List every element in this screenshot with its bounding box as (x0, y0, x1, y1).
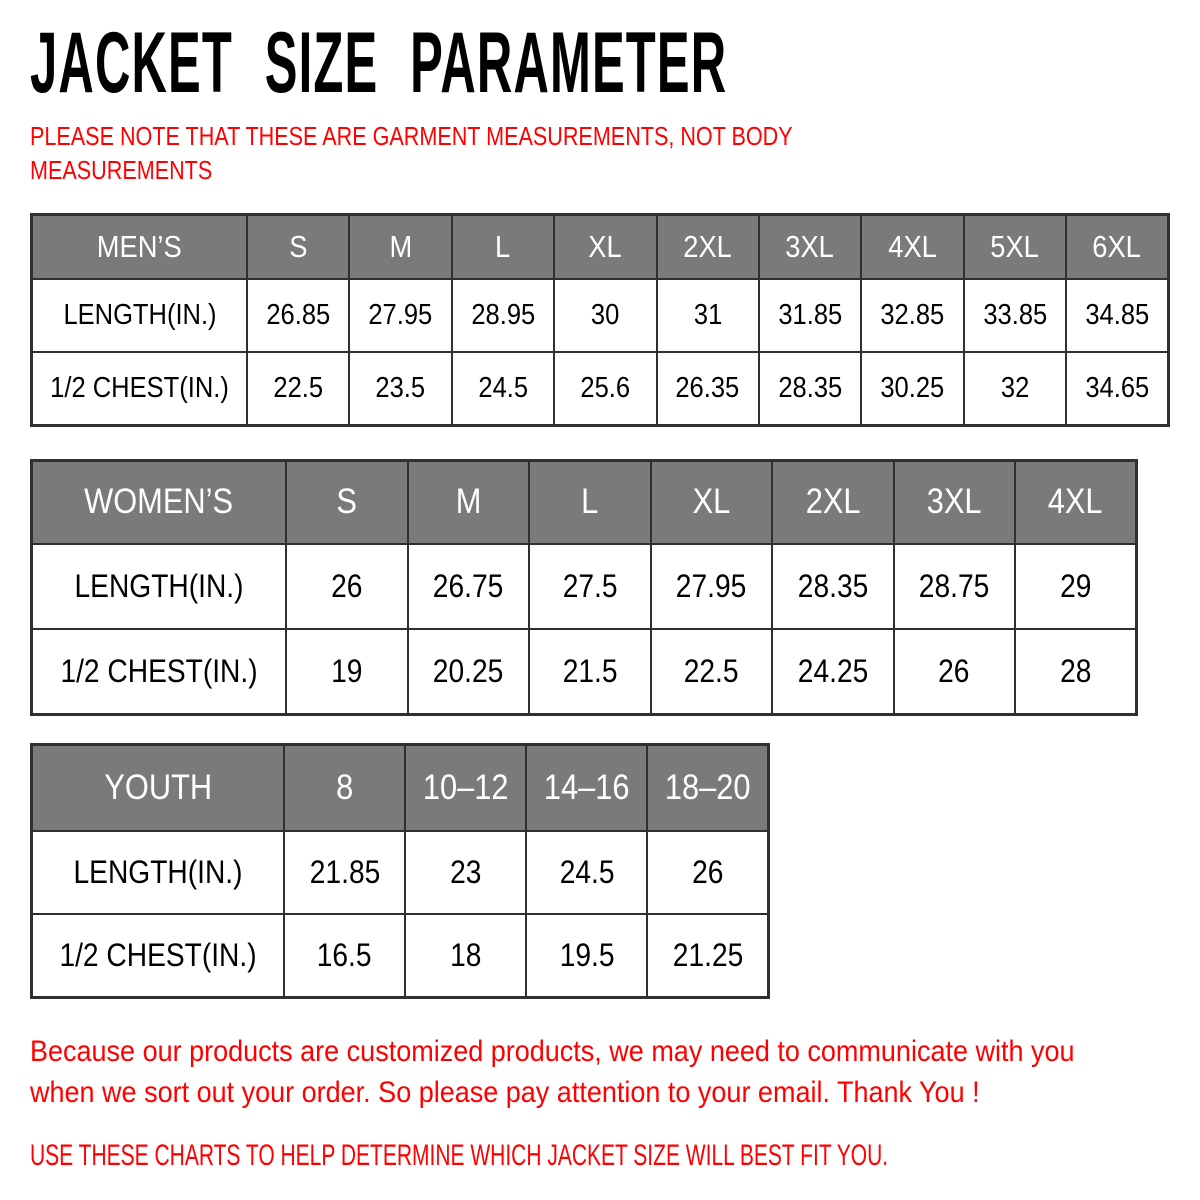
size-column-header-text: 14–16 (543, 767, 630, 807)
size-column-header-text: L (581, 482, 599, 522)
size-column-header (526, 744, 647, 831)
measurement-value-text: 33.85 (982, 298, 1047, 331)
measurement-value (554, 352, 656, 426)
measurement-value (647, 914, 768, 998)
measurement-value (349, 279, 451, 352)
measurement-value (349, 352, 451, 426)
measurement-value (1066, 279, 1169, 352)
measurement-value-text: 26.35 (675, 371, 740, 404)
measurement-value-text: 30.25 (880, 371, 945, 404)
size-column-header-text: 6XL (1092, 228, 1142, 264)
table-row (32, 629, 1137, 715)
measurement-value (286, 544, 408, 629)
measurement-value (647, 831, 768, 914)
note-line-1: PLEASE NOTE THAT THESE ARE GARMENT MEASUREMENTS, NOT BODY (30, 121, 793, 151)
size-column-header (964, 214, 1066, 279)
size-column-header (405, 744, 526, 831)
size-table-title-mens-text: MEN’S (97, 228, 182, 264)
size-table-title-youth (32, 744, 285, 831)
measurement-value-text: 34.85 (1085, 298, 1149, 331)
size-column-header (647, 744, 768, 831)
measurement-value (894, 629, 1016, 715)
size-column-header-text: 4XL (1048, 482, 1103, 522)
size-column-header (651, 460, 773, 544)
measurement-value-text: 28.35 (778, 371, 842, 404)
custom-order-note-line-1: Because our products are customized products, we may need to communicate with you (30, 1034, 1075, 1068)
measurement-value (1015, 544, 1137, 629)
size-column-header (286, 460, 408, 544)
measurement-value (964, 279, 1066, 352)
size-column-header (1015, 460, 1137, 544)
table-row (32, 914, 769, 998)
size-column-header-text: M (389, 228, 412, 264)
measurement-value (1015, 629, 1137, 715)
measurement-value-text: 21.5 (562, 652, 618, 689)
measurement-value-text: 31.85 (778, 298, 842, 331)
measurement-value-text: 27.95 (676, 567, 747, 604)
measurement-value-text: 22.5 (683, 652, 739, 689)
measurement-value (247, 352, 349, 426)
size-table-womens (30, 459, 1138, 716)
measurement-value (284, 831, 405, 914)
measurement-value (405, 914, 526, 998)
size-table-title-mens (32, 214, 248, 279)
size-column-header-text: 2XL (683, 228, 732, 264)
measurement-value-text: 19 (331, 652, 363, 689)
measurement-value (861, 352, 963, 426)
measurement-value (452, 279, 554, 352)
measurement-value-text: 26.75 (433, 567, 504, 604)
measurement-value (529, 544, 651, 629)
size-column-header-text: S (336, 482, 358, 522)
measurement-value (408, 544, 530, 629)
size-column-header (284, 744, 405, 831)
measurement-value (408, 629, 530, 715)
size-column-header-text: 4XL (888, 228, 937, 264)
size-column-header-text: XL (692, 482, 731, 522)
custom-order-note-line-2: when we sort out your order. So please pay attention to your email. Thank You ! (30, 1075, 980, 1109)
size-column-header (861, 214, 963, 279)
measurement-value-text: 32.85 (880, 298, 945, 331)
measurement-row-label (32, 544, 287, 629)
measurement-value (861, 279, 963, 352)
size-table-title-youth-text: YOUTH (104, 767, 212, 807)
measurement-value-text: 31 (693, 298, 722, 331)
size-column-header (1066, 214, 1169, 279)
measurement-row-label (32, 629, 287, 715)
size-column-header (529, 460, 651, 544)
size-table-mens (30, 213, 1170, 427)
note-line-2: MEASUREMENTS (30, 154, 213, 185)
size-column-header-text: S (289, 228, 308, 264)
measurement-value (1066, 352, 1169, 426)
measurement-value-text: 32 (1000, 371, 1030, 404)
measurement-value (964, 352, 1066, 426)
size-column-header (894, 460, 1016, 544)
size-table-title-womens (32, 460, 287, 544)
table-row (32, 544, 1137, 629)
measurement-value (286, 629, 408, 715)
measurement-value (759, 279, 861, 352)
measurement-row-label (32, 914, 285, 998)
table-row (32, 279, 1169, 352)
size-column-header-text: 8 (335, 767, 354, 807)
measurement-value (405, 831, 526, 914)
measurement-value (772, 629, 894, 715)
measurement-value-text: 26.85 (266, 298, 331, 331)
measurement-value-text: 25.6 (580, 371, 631, 404)
measurement-row-label-text: 1/2 CHEST(IN.) (50, 371, 229, 404)
size-tables-container (30, 213, 1170, 999)
size-column-header (759, 214, 861, 279)
measurement-value-text: 23 (450, 853, 482, 890)
table-header-row (32, 214, 1169, 279)
size-column-header (657, 214, 759, 279)
measurement-value-text: 28 (1059, 652, 1092, 689)
size-column-header-text: 18–20 (664, 767, 751, 807)
size-column-header-text: 3XL (785, 228, 835, 264)
measurement-value-text: 30 (591, 298, 620, 331)
measurement-value-text: 26 (692, 853, 724, 890)
fit-advice-line: USE THESE CHARTS TO HELP DETERMINE WHICH JACKET SIZE WILL BEST FIT YOU. (30, 1139, 889, 1173)
size-column-header (247, 214, 349, 279)
measurement-value-text: 27.95 (368, 298, 433, 331)
measurement-value-text: 16.5 (317, 936, 372, 973)
measurement-value (894, 544, 1016, 629)
measurement-value (554, 279, 656, 352)
measurement-row-label (32, 279, 248, 352)
measurement-value (529, 629, 651, 715)
size-column-header-text: 5XL (990, 228, 1040, 264)
measurement-value (657, 279, 759, 352)
size-column-header-text: 3XL (926, 482, 982, 522)
measurement-row-label (32, 352, 248, 426)
page-title: JACKET SIZE PARAMETER (30, 15, 728, 111)
measurement-value-text: 29 (1059, 567, 1092, 604)
garment-measurement-note (30, 120, 1170, 188)
measurement-value (526, 914, 647, 998)
measurement-value (247, 279, 349, 352)
size-column-header-text: L (495, 228, 511, 264)
measurement-row-label (32, 831, 285, 914)
measurement-value-text: 21.25 (672, 936, 743, 973)
table-row (32, 352, 1169, 426)
size-column-header (554, 214, 656, 279)
measurement-value-text: 24.5 (559, 853, 615, 890)
measurement-value-text: 23.5 (375, 371, 426, 404)
measurement-value (526, 831, 647, 914)
measurement-row-label-text: 1/2 CHEST(IN.) (60, 652, 258, 689)
measurement-value (452, 352, 554, 426)
measurement-value-text: 20.25 (433, 652, 504, 689)
measurement-value-text: 28.75 (919, 567, 990, 604)
measurement-value-text: 26 (938, 652, 970, 689)
measurement-row-label-text: LENGTH(IN.) (74, 567, 244, 604)
size-column-header (408, 460, 530, 544)
measurement-value-text: 24.25 (797, 652, 868, 689)
size-column-header (452, 214, 554, 279)
measurement-value (651, 544, 773, 629)
footer-notes (30, 1031, 1170, 1174)
measurement-value-text: 28.95 (470, 298, 535, 331)
measurement-value-text: 24.5 (478, 371, 528, 404)
table-header-row (32, 744, 769, 831)
measurement-row-label-text: LENGTH(IN.) (62, 298, 217, 331)
size-column-header-text: 2XL (805, 482, 861, 522)
fit-advice (30, 1139, 1170, 1173)
table-row (32, 831, 769, 914)
size-column-header-text: M (455, 482, 482, 522)
custom-order-note (30, 1031, 1170, 1114)
measurement-value-text: 34.65 (1085, 371, 1149, 404)
measurement-value-text: 28.35 (797, 567, 868, 604)
table-header-row (32, 460, 1137, 544)
measurement-value-text: 27.5 (562, 567, 618, 604)
measurement-value-text: 26 (331, 567, 363, 604)
measurement-value (657, 352, 759, 426)
measurement-value (759, 352, 861, 426)
measurement-value (772, 544, 894, 629)
measurement-row-label-text: LENGTH(IN.) (73, 853, 243, 890)
size-table-youth (30, 743, 770, 999)
measurement-value-text: 21.85 (309, 853, 380, 890)
size-table-title-womens-text: WOMEN’S (84, 482, 234, 522)
size-column-header-text: XL (588, 228, 622, 264)
measurement-value-text: 19.5 (559, 936, 615, 973)
size-column-header (349, 214, 451, 279)
measurement-value (284, 914, 405, 998)
measurement-value (651, 629, 773, 715)
measurement-value-text: 22.5 (273, 371, 324, 404)
measurement-row-label-text: 1/2 CHEST(IN.) (59, 936, 257, 973)
size-column-header-text: 10–12 (422, 767, 509, 807)
size-column-header (772, 460, 894, 544)
measurement-value-text: 18 (450, 936, 482, 973)
